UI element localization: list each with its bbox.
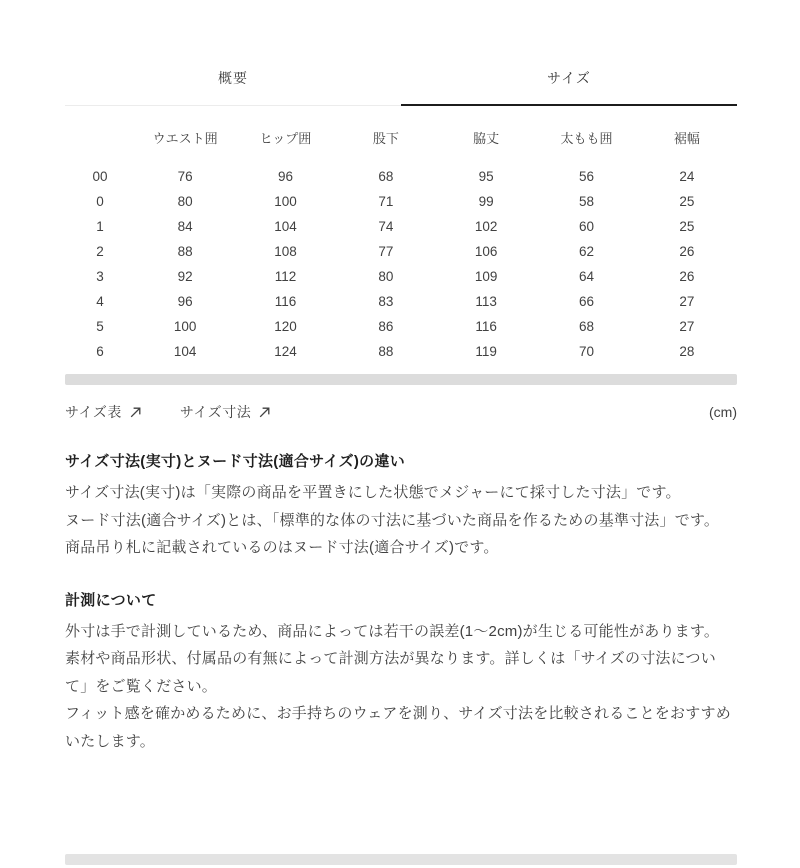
size-table-body [65, 164, 737, 364]
unit-label: (cm) [709, 404, 737, 420]
header-hip: ヒップ囲 [259, 131, 312, 146]
size-label-cell: 4 [96, 294, 104, 309]
tab-size[interactable] [401, 68, 737, 106]
value-cell: 64 [578, 269, 594, 284]
value-cell: 116 [475, 319, 497, 334]
value-cell: 120 [274, 319, 297, 334]
section-paragraph: フィット感を確かめるために、お手持ちのウェアを測り、サイズ寸法を比較されることをおすすめいたします。 [65, 705, 731, 750]
value-cell: 83 [378, 294, 394, 309]
header-hem-width: 裾幅 [673, 131, 700, 146]
value-cell: 28 [679, 344, 695, 359]
size-label-cell: 5 [96, 319, 104, 334]
value-cell: 71 [378, 194, 394, 209]
tab-bar [65, 68, 737, 106]
value-cell: 88 [378, 344, 394, 359]
value-cell: 62 [578, 244, 594, 259]
value-cell: 25 [679, 219, 695, 234]
value-cell: 119 [475, 344, 497, 359]
value-cell: 60 [578, 219, 594, 234]
header-size-blank [65, 126, 135, 152]
value-cell: 68 [578, 319, 594, 334]
value-cell: 102 [474, 219, 498, 234]
value-cell: 88 [177, 244, 193, 259]
table-row [65, 189, 737, 214]
section-paragraph: 素材や商品形状、付属品の有無によって計測方法が異なります。詳しくは「サイズの寸法について」をご覧ください。 [65, 650, 716, 695]
value-cell: 112 [274, 269, 297, 284]
size-table-header [65, 126, 737, 152]
table-row [65, 289, 737, 314]
value-cell: 86 [378, 319, 394, 334]
table-row [65, 339, 737, 364]
size-measurement-link-label: サイズ寸法 [179, 404, 252, 420]
size-table [65, 126, 737, 364]
links-row [65, 402, 737, 422]
value-cell: 99 [478, 194, 494, 209]
header-side-length: 脇丈 [473, 131, 500, 146]
size-guide-panel [0, 68, 800, 868]
value-cell: 58 [578, 194, 594, 209]
value-cell: 76 [177, 169, 193, 184]
value-cell: 108 [274, 244, 297, 259]
table-row [65, 214, 737, 239]
value-cell: 80 [378, 269, 394, 284]
section-paragraph: 外寸は手で計測しているため、商品によっては若干の誤差(1～2cm)が生じる可能性があります。 [65, 622, 720, 640]
tab-overview-label: 概要 [218, 70, 248, 86]
section-size-definition [65, 448, 737, 562]
value-cell: 24 [679, 169, 695, 184]
size-label-cell: 0 [96, 194, 104, 209]
value-cell: 96 [177, 294, 193, 309]
value-cell: 66 [578, 294, 594, 309]
value-cell: 80 [177, 194, 193, 209]
value-cell: 26 [679, 244, 695, 259]
size-chart-link-label: サイズ表 [65, 404, 122, 420]
section-paragraph: ヌード寸法(適合サイズ)とは、「標準的な体の寸法に基づいた商品を作るための基準寸法」です。 [65, 511, 720, 529]
value-cell: 68 [378, 169, 394, 184]
value-cell: 77 [378, 244, 394, 259]
size-label-cell: 00 [92, 169, 108, 184]
value-cell: 109 [474, 269, 498, 284]
table-row [65, 239, 737, 264]
section-heading: サイズ寸法(実寸)とヌード寸法(適合サイズ)の違い [65, 453, 406, 470]
value-cell: 113 [475, 294, 497, 309]
table-scrollbar[interactable] [65, 374, 737, 385]
size-label-cell: 2 [96, 244, 104, 259]
value-cell: 70 [578, 344, 594, 359]
table-row [65, 264, 737, 289]
header-inseam: 股下 [372, 131, 399, 146]
value-cell: 92 [177, 269, 193, 284]
value-cell: 104 [274, 219, 297, 234]
section-paragraph: 商品吊り札に記載されているのはヌード寸法(適合サイズ)です。 [65, 539, 499, 556]
value-cell: 96 [277, 169, 293, 184]
value-cell: 95 [478, 169, 494, 184]
size-label-cell: 3 [96, 269, 104, 284]
section-heading: 計測について [65, 591, 157, 609]
page-scrollbar[interactable] [65, 854, 737, 865]
size-label-cell: 1 [96, 219, 104, 234]
value-cell: 124 [274, 344, 297, 359]
value-cell: 84 [177, 219, 193, 234]
section-paragraph: サイズ寸法(実寸)は「実際の商品を平置きにした状態でメジャーにて採寸した寸法」です。 [65, 484, 681, 501]
tab-size-label: サイズ [547, 70, 591, 86]
value-cell: 27 [679, 319, 695, 334]
size-label-cell: 6 [96, 344, 104, 359]
value-cell: 26 [679, 269, 695, 284]
value-cell: 100 [274, 194, 297, 209]
value-cell: 56 [578, 169, 594, 184]
value-cell: 116 [274, 294, 297, 309]
header-waist: ウエスト囲 [152, 131, 218, 146]
external-link-icon [129, 406, 142, 419]
table-row [65, 314, 737, 339]
header-thigh: 太もも囲 [560, 131, 613, 146]
size-chart-link[interactable] [65, 402, 142, 422]
value-cell: 25 [679, 194, 695, 209]
value-cell: 106 [474, 244, 498, 259]
value-cell: 104 [173, 344, 197, 359]
section-measurement-note [65, 587, 737, 756]
value-cell: 27 [679, 294, 695, 309]
size-measurement-link[interactable] [180, 402, 271, 422]
value-cell: 74 [378, 219, 394, 234]
external-link-icon [258, 406, 271, 419]
value-cell: 100 [173, 319, 197, 334]
table-row [65, 164, 737, 189]
tab-overview[interactable] [65, 68, 401, 106]
